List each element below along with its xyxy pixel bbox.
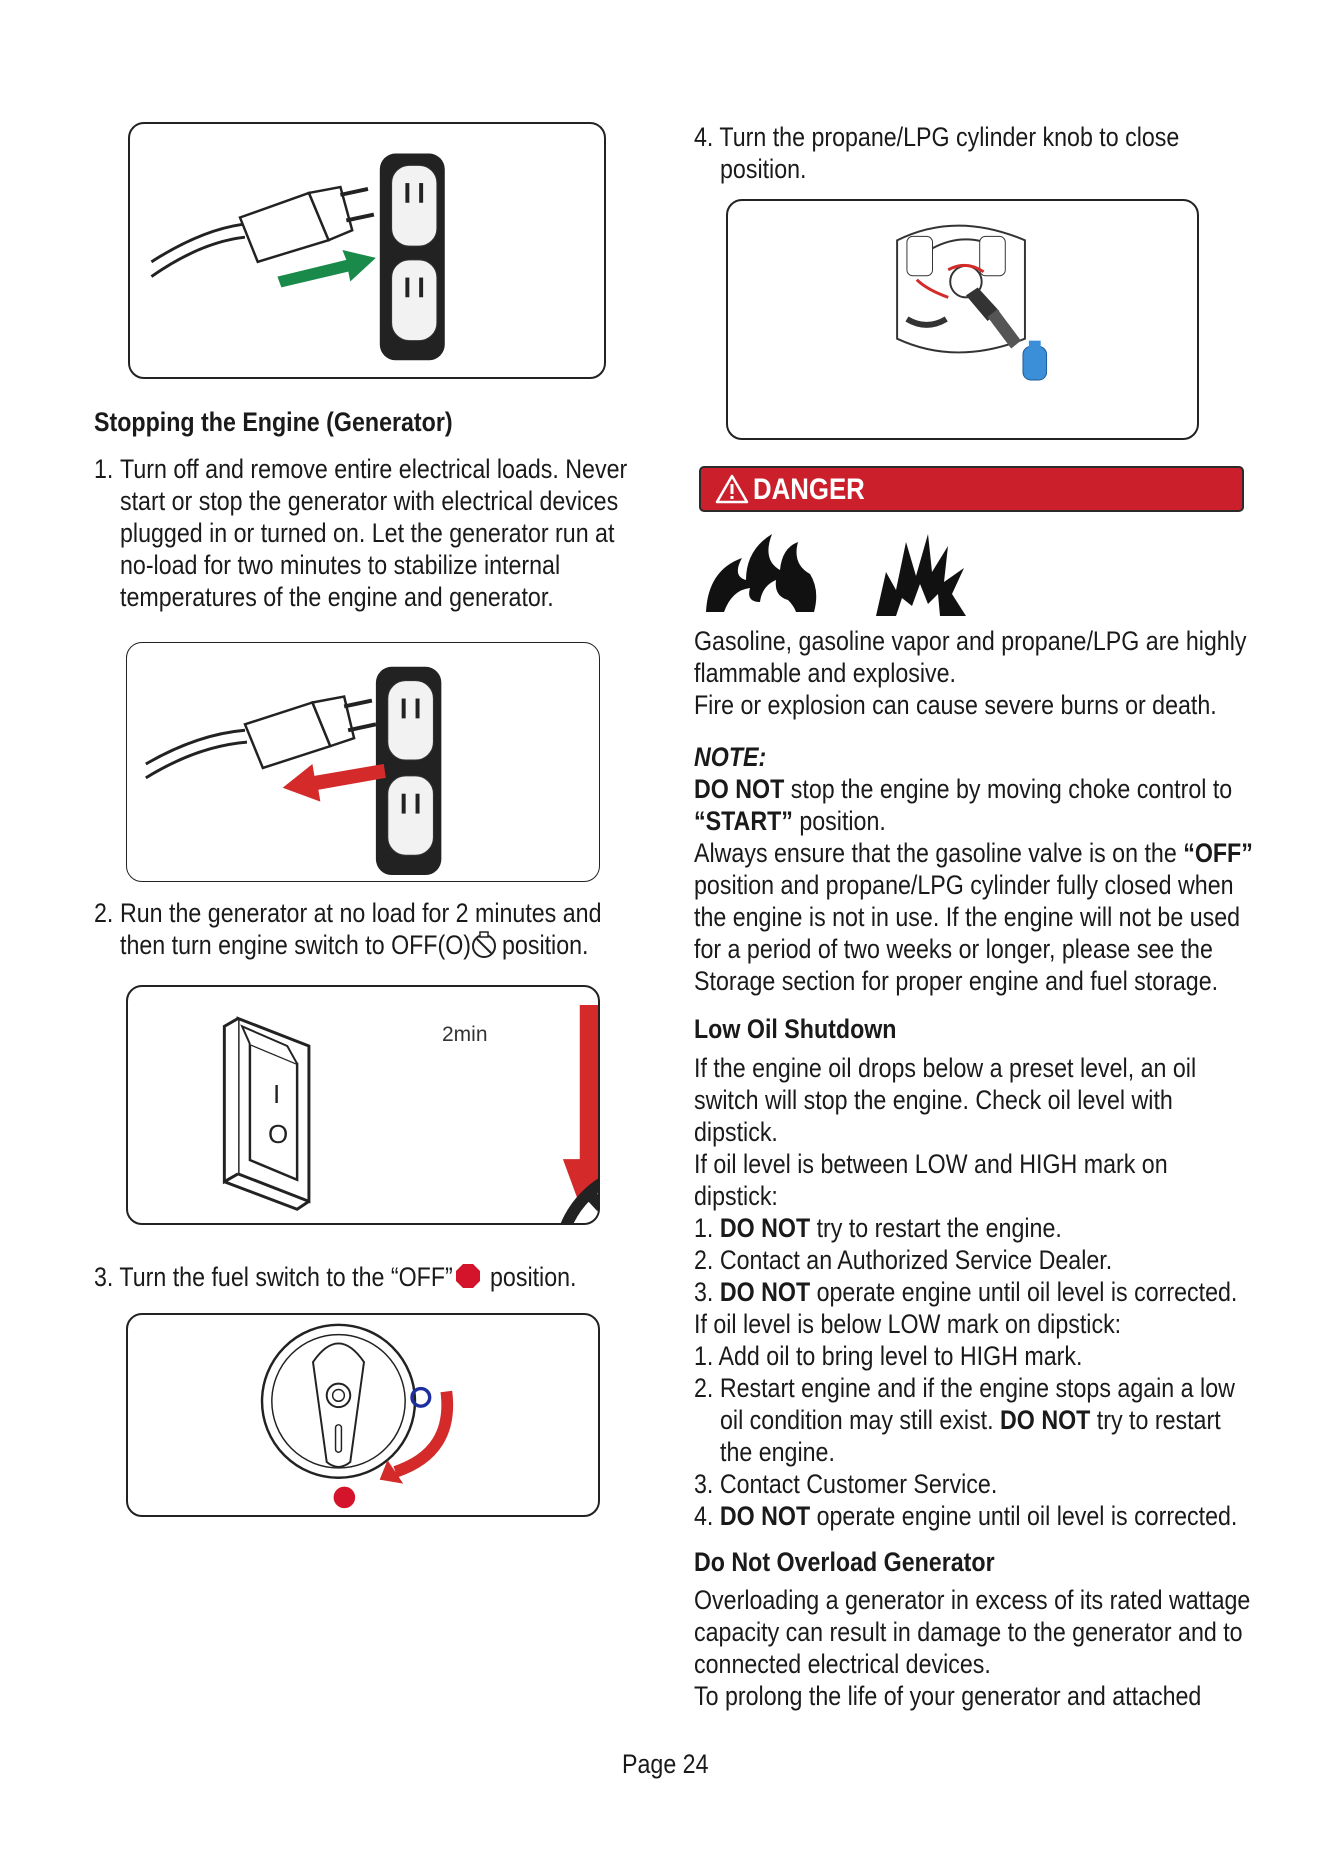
overload-line-4: To prolong the life of your generator and attached: [694, 1681, 1202, 1711]
step1-line-2: start or stop the generator with electrical devices: [120, 486, 619, 516]
explosion-icon: [872, 532, 968, 616]
switch-off-mark: O: [268, 1119, 289, 1149]
warning-triangle-icon: [715, 474, 749, 504]
step4-line-1: 4. Turn the propane/LPG cylinder knob to close: [694, 122, 1180, 152]
note-line-1-bold: DO NOT: [694, 774, 785, 804]
note-line-2: [694, 805, 886, 837]
fire-icon: [702, 530, 818, 614]
step2-line-2: then turn engine switch to OFF(O): [120, 930, 472, 960]
figure-engine-switch: [126, 985, 600, 1225]
overload-line-2: capacity can result in damage to the generator and to: [694, 1617, 1243, 1647]
overload-line-1: Overloading a generator in excess of its rated wattage: [694, 1585, 1251, 1615]
engine-off-symbol-icon: [418, 1135, 600, 1225]
low-oil-step-1-rest: try to restart the engine.: [810, 1213, 1062, 1243]
engine-off-icon: [471, 931, 497, 959]
below-low-step-3: 3. Contact Customer Service.: [694, 1469, 998, 1499]
below-low-step-4: [694, 1500, 1237, 1532]
step2-line-2-end: position.: [502, 930, 589, 960]
below-low-line: If oil level is below LOW mark on dipstick:: [694, 1309, 1122, 1339]
propane-valve-illustration: [728, 201, 1197, 438]
below-low-step-4-bold: DO NOT: [719, 1501, 811, 1531]
warning-line-1: Gasoline, gasoline vapor and propane/LPG are highly: [694, 626, 1247, 656]
danger-label: DANGER: [753, 473, 865, 506]
below-low-step-2-bold: DO NOT: [1000, 1405, 1091, 1435]
low-oil-step-3-bold: DO NOT: [719, 1277, 811, 1307]
note-line-3-bold: “OFF”: [1183, 838, 1253, 868]
note-line-7: Storage section for proper engine and fuel storage.: [694, 966, 1219, 996]
step1-line-4: no-load for two minutes to stabilize internal: [120, 550, 561, 580]
note-line-6: for a period of two weeks or longer, please see the: [694, 934, 1213, 964]
figure-plug-remove: [126, 642, 600, 882]
note-line-5: the engine is not in use. If the engine will not be used: [694, 902, 1241, 932]
note-line-1-rest: stop the engine by moving choke control to: [784, 774, 1233, 804]
figure-propane-cylinder: [726, 199, 1199, 440]
low-oil-step-1: [694, 1212, 1062, 1244]
note-line-2-bold: “START”: [694, 806, 793, 836]
step1-number: 1.: [94, 454, 114, 484]
low-oil-step-2: 2. Contact an Authorized Service Dealer.: [694, 1245, 1113, 1275]
low-oil-step-1-bold: DO NOT: [719, 1213, 811, 1243]
step1-line-1: Turn off and remove entire electrical loads. Never: [120, 454, 628, 484]
step1-line-3: plugged in or turned on. Let the generator run at: [120, 518, 615, 548]
step1-line-5: temperatures of the engine and generator.: [120, 582, 554, 612]
low-oil-step-3-num: 3.: [694, 1277, 720, 1307]
step2-line-1: Run the generator at no load for 2 minutes and: [120, 898, 602, 928]
note-line-2-rest: position.: [792, 806, 886, 836]
note-line-4: position and propane/LPG cylinder fully closed when: [694, 870, 1234, 900]
low-oil-line-1: If the engine oil drops below a preset level, an oil: [694, 1053, 1197, 1083]
note-line-1: [694, 773, 1232, 805]
step3-text-end: position.: [490, 1262, 577, 1292]
low-oil-line-4: If oil level is between LOW and HIGH mark on: [694, 1149, 1168, 1179]
step3-text: 3. Turn the fuel switch to the “OFF”: [94, 1262, 453, 1292]
below-low-step-2-pre: oil condition may still exist.: [720, 1405, 1001, 1435]
plug-insert-illustration: [130, 124, 604, 377]
timer-label: 2min: [442, 1023, 488, 1046]
below-low-step-2-line-1: 2. Restart engine and if the engine stops again a low: [694, 1373, 1235, 1403]
plug-remove-illustration: [127, 643, 599, 881]
fuel-knob-illustration: [128, 1315, 598, 1515]
step2-number: 2.: [94, 898, 114, 928]
below-low-step-2-line-3: the engine.: [720, 1437, 835, 1467]
low-oil-heading: Low Oil Shutdown: [694, 1014, 897, 1044]
below-low-step-2-rest: try to restart: [1090, 1405, 1221, 1435]
note-title: NOTE:: [694, 742, 767, 772]
overload-line-3: connected electrical devices.: [694, 1649, 991, 1679]
low-oil-step-1-num: 1.: [694, 1213, 720, 1243]
warning-line-3: Fire or explosion can cause severe burns or death.: [694, 690, 1217, 720]
overload-heading: Do Not Overload Generator: [694, 1547, 995, 1577]
danger-banner: [699, 466, 1244, 512]
figure-plug-insert: [128, 122, 606, 379]
low-oil-step-3-rest: operate engine until oil level is corrected.: [810, 1277, 1238, 1307]
warning-line-2: flammable and explosive.: [694, 658, 957, 688]
stopping-heading: Stopping the Engine (Generator): [94, 407, 453, 437]
below-low-step-4-rest: operate engine until oil level is corrected.: [810, 1501, 1238, 1531]
switch-on-mark: I: [273, 1079, 281, 1109]
below-low-step-1: 1. Add oil to bring level to HIGH mark.: [694, 1341, 1083, 1371]
low-oil-line-3: dipstick.: [694, 1117, 778, 1147]
note-line-3-pre: Always ensure that the gasoline valve is on the: [694, 838, 1184, 868]
note-line-3: [694, 837, 1253, 869]
below-low-step-2-line-2: [720, 1404, 1221, 1436]
low-oil-line-2: switch will stop the engine. Check oil level with: [694, 1085, 1173, 1115]
low-oil-line-5: dipstick:: [694, 1181, 778, 1211]
page-number: Page 24: [622, 1749, 709, 1779]
below-low-step-4-num: 4.: [694, 1501, 720, 1531]
step4-line-2: position.: [720, 154, 807, 184]
figure-fuel-knob: [126, 1313, 600, 1517]
off-stop-icon: [456, 1264, 480, 1288]
low-oil-step-3: [694, 1276, 1237, 1308]
